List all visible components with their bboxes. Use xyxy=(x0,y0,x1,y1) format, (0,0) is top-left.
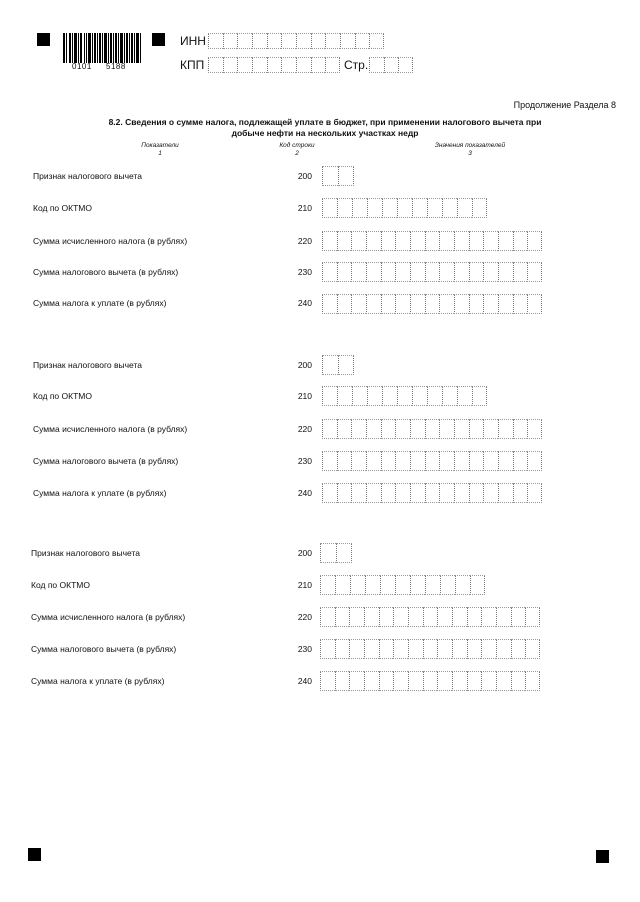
char-cell[interactable] xyxy=(351,262,366,282)
char-cell[interactable] xyxy=(511,639,526,659)
corner-marker-top-left xyxy=(37,33,50,46)
column-header-indicators-title: Показатели xyxy=(141,142,179,149)
char-cell[interactable] xyxy=(393,671,408,691)
char-cell[interactable] xyxy=(355,33,370,49)
char-cell[interactable] xyxy=(527,294,542,314)
char-cell[interactable] xyxy=(410,419,425,439)
row-label: Код по ОКТМО xyxy=(31,580,90,590)
char-cell[interactable] xyxy=(366,483,381,503)
column-header-values xyxy=(410,142,530,158)
char-cell[interactable] xyxy=(498,483,513,503)
char-cell[interactable] xyxy=(513,294,528,314)
char-cell[interactable] xyxy=(437,671,452,691)
char-cell[interactable] xyxy=(369,57,384,73)
char-cell[interactable] xyxy=(442,386,457,406)
char-cell[interactable] xyxy=(349,639,364,659)
char-cell[interactable] xyxy=(311,57,326,73)
char-cell[interactable] xyxy=(335,607,350,627)
calculated-tax-field[interactable] xyxy=(320,607,540,627)
char-cell[interactable] xyxy=(322,262,337,282)
char-cell[interactable] xyxy=(364,671,379,691)
char-cell[interactable] xyxy=(525,607,540,627)
char-cell[interactable] xyxy=(454,483,469,503)
char-cell[interactable] xyxy=(395,262,410,282)
row-code: 210 xyxy=(297,391,312,401)
char-cell[interactable] xyxy=(439,262,454,282)
char-cell[interactable] xyxy=(208,57,223,73)
row-label: Сумма исчисленного налога (в рублях) xyxy=(33,236,188,246)
char-cell[interactable] xyxy=(397,386,412,406)
char-cell[interactable] xyxy=(439,231,454,251)
char-cell[interactable] xyxy=(481,607,496,627)
char-cell[interactable] xyxy=(527,419,542,439)
row-code: 230 xyxy=(297,644,312,654)
char-cell[interactable] xyxy=(364,607,379,627)
char-cell[interactable] xyxy=(351,419,366,439)
char-cell[interactable] xyxy=(452,607,467,627)
deduction-flag-field[interactable] xyxy=(322,355,354,375)
column-header-values-title: Значения показателей xyxy=(434,142,506,149)
char-cell[interactable] xyxy=(467,639,482,659)
char-cell[interactable] xyxy=(322,231,337,251)
char-cell[interactable] xyxy=(336,543,352,563)
char-cell[interactable] xyxy=(367,386,382,406)
inn-field[interactable] xyxy=(208,33,384,49)
char-cell[interactable] xyxy=(439,294,454,314)
char-cell[interactable] xyxy=(457,386,472,406)
char-cell[interactable] xyxy=(382,386,397,406)
char-cell[interactable] xyxy=(481,639,496,659)
char-cell[interactable] xyxy=(379,671,394,691)
row-label: Сумма налогового вычета (в рублях) xyxy=(33,456,179,466)
char-cell[interactable] xyxy=(320,671,335,691)
char-cell[interactable] xyxy=(381,483,396,503)
char-cell[interactable] xyxy=(427,386,442,406)
char-cell[interactable] xyxy=(410,575,425,595)
char-cell[interactable] xyxy=(393,639,408,659)
char-cell[interactable] xyxy=(237,57,252,73)
row-code: 200 xyxy=(297,548,312,558)
char-cell[interactable] xyxy=(439,419,454,439)
char-cell[interactable] xyxy=(380,575,395,595)
row-label: Сумма налога к уплате (в рублях) xyxy=(33,488,167,498)
char-cell[interactable] xyxy=(379,639,394,659)
char-cell[interactable] xyxy=(483,419,498,439)
char-cell[interactable] xyxy=(410,262,425,282)
char-cell[interactable] xyxy=(439,483,454,503)
char-cell[interactable] xyxy=(410,231,425,251)
char-cell[interactable] xyxy=(322,386,337,406)
char-cell[interactable] xyxy=(408,607,423,627)
row-label: Сумма налога к уплате (в рублях) xyxy=(33,298,167,308)
char-cell[interactable] xyxy=(425,451,440,471)
char-cell[interactable] xyxy=(412,386,427,406)
char-cell[interactable] xyxy=(349,671,364,691)
char-cell[interactable] xyxy=(412,198,427,218)
char-cell[interactable] xyxy=(237,33,252,49)
char-cell[interactable] xyxy=(296,33,311,49)
char-cell[interactable] xyxy=(425,231,440,251)
char-cell[interactable] xyxy=(352,198,367,218)
oktmo-field[interactable] xyxy=(320,575,485,595)
row-code: 200 xyxy=(297,360,312,370)
char-cell[interactable] xyxy=(410,294,425,314)
char-cell[interactable] xyxy=(408,671,423,691)
char-cell[interactable] xyxy=(381,294,396,314)
row-code: 230 xyxy=(297,456,312,466)
char-cell[interactable] xyxy=(398,57,413,73)
char-cell[interactable] xyxy=(364,639,379,659)
char-cell[interactable] xyxy=(351,483,366,503)
row-code: 230 xyxy=(297,267,312,277)
inn-label: ИНН xyxy=(180,34,206,48)
tax-payable-field[interactable] xyxy=(322,294,542,314)
corner-marker-bottom-left xyxy=(28,848,41,861)
char-cell[interactable] xyxy=(252,33,267,49)
char-cell[interactable] xyxy=(252,57,267,73)
char-cell[interactable] xyxy=(384,57,399,73)
char-cell[interactable] xyxy=(469,231,484,251)
char-cell[interactable] xyxy=(296,57,311,73)
char-cell[interactable] xyxy=(425,262,440,282)
deduction-flag-field[interactable] xyxy=(322,166,354,186)
section-title xyxy=(80,117,570,139)
char-cell[interactable] xyxy=(381,451,396,471)
char-cell[interactable] xyxy=(335,639,350,659)
char-cell[interactable] xyxy=(455,575,470,595)
char-cell[interactable] xyxy=(337,419,352,439)
char-cell[interactable] xyxy=(382,198,397,218)
char-cell[interactable] xyxy=(395,575,410,595)
char-cell[interactable] xyxy=(452,671,467,691)
char-cell[interactable] xyxy=(469,294,484,314)
char-cell[interactable] xyxy=(397,198,412,218)
page-number-label: Стр. xyxy=(344,58,369,72)
char-cell[interactable] xyxy=(498,231,513,251)
char-cell[interactable] xyxy=(351,451,366,471)
char-cell[interactable] xyxy=(472,198,487,218)
kpp-field[interactable] xyxy=(208,57,340,73)
char-cell[interactable] xyxy=(395,231,410,251)
deduction-flag-field[interactable] xyxy=(320,543,352,563)
calculated-tax-field[interactable] xyxy=(322,231,542,251)
char-cell[interactable] xyxy=(425,294,440,314)
column-header-indicators-number: 1 xyxy=(158,150,162,157)
row-code: 200 xyxy=(297,171,312,181)
char-cell[interactable] xyxy=(369,33,384,49)
row-label: Сумма налога к уплате (в рублях) xyxy=(31,676,165,686)
char-cell[interactable] xyxy=(322,483,337,503)
char-cell[interactable] xyxy=(498,419,513,439)
char-cell[interactable] xyxy=(513,262,528,282)
char-cell[interactable] xyxy=(511,607,526,627)
char-cell[interactable] xyxy=(483,262,498,282)
char-cell[interactable] xyxy=(457,198,472,218)
char-cell[interactable] xyxy=(352,386,367,406)
char-cell[interactable] xyxy=(223,33,238,49)
row-label: Признак налогового вычета xyxy=(33,171,143,181)
char-cell[interactable] xyxy=(527,231,542,251)
char-cell[interactable] xyxy=(498,262,513,282)
char-cell[interactable] xyxy=(322,166,338,186)
char-cell[interactable] xyxy=(366,231,381,251)
column-header-indicators xyxy=(110,142,210,158)
char-cell[interactable] xyxy=(483,294,498,314)
char-cell[interactable] xyxy=(335,575,350,595)
char-cell[interactable] xyxy=(425,483,440,503)
row-label: Сумма исчисленного налога (в рублях) xyxy=(33,424,188,434)
char-cell[interactable] xyxy=(442,198,457,218)
char-cell[interactable] xyxy=(454,231,469,251)
char-cell[interactable] xyxy=(322,451,337,471)
char-cell[interactable] xyxy=(513,419,528,439)
char-cell[interactable] xyxy=(527,451,542,471)
char-cell[interactable] xyxy=(366,262,381,282)
char-cell[interactable] xyxy=(337,483,352,503)
section-title-line-1: 8.2. Сведения о сумме налога, подлежащей уплате в бюджет, при применении налогового вычета при xyxy=(108,117,542,127)
char-cell[interactable] xyxy=(423,639,438,659)
char-cell[interactable] xyxy=(525,639,540,659)
char-cell[interactable] xyxy=(320,543,336,563)
tax-deduction-field[interactable] xyxy=(320,639,540,659)
corner-marker-bottom-right xyxy=(596,850,609,863)
char-cell[interactable] xyxy=(483,483,498,503)
row-code: 220 xyxy=(297,236,312,246)
char-cell[interactable] xyxy=(525,671,540,691)
char-cell[interactable] xyxy=(440,575,455,595)
char-cell[interactable] xyxy=(498,451,513,471)
char-cell[interactable] xyxy=(340,33,355,49)
char-cell[interactable] xyxy=(452,639,467,659)
char-cell[interactable] xyxy=(437,639,452,659)
char-cell[interactable] xyxy=(425,575,440,595)
char-cell[interactable] xyxy=(469,419,484,439)
char-cell[interactable] xyxy=(311,33,326,49)
char-cell[interactable] xyxy=(483,451,498,471)
corner-marker-top-right xyxy=(152,33,165,46)
kpp-label: КПП xyxy=(180,58,205,72)
char-cell[interactable] xyxy=(366,294,381,314)
char-cell[interactable] xyxy=(367,198,382,218)
char-cell[interactable] xyxy=(320,607,335,627)
calculated-tax-field[interactable] xyxy=(322,419,542,439)
char-cell[interactable] xyxy=(498,294,513,314)
char-cell[interactable] xyxy=(320,639,335,659)
char-cell[interactable] xyxy=(454,294,469,314)
char-cell[interactable] xyxy=(320,575,335,595)
row-code: 220 xyxy=(297,612,312,622)
char-cell[interactable] xyxy=(335,671,350,691)
char-cell[interactable] xyxy=(454,419,469,439)
row-label: Сумма налогового вычета (в рублях) xyxy=(31,644,177,654)
barcode xyxy=(63,33,141,63)
char-cell[interactable] xyxy=(393,607,408,627)
char-cell[interactable] xyxy=(379,607,394,627)
char-cell[interactable] xyxy=(337,294,352,314)
char-cell[interactable] xyxy=(267,33,282,49)
char-cell[interactable] xyxy=(322,294,337,314)
barcode-number-left: 0101 xyxy=(72,62,92,71)
char-cell[interactable] xyxy=(208,33,223,49)
char-cell[interactable] xyxy=(281,33,296,49)
barcode-number-right: 5188 xyxy=(106,62,126,71)
char-cell[interactable] xyxy=(337,231,352,251)
row-code: 220 xyxy=(297,424,312,434)
char-cell[interactable] xyxy=(351,231,366,251)
char-cell[interactable] xyxy=(322,419,337,439)
char-cell[interactable] xyxy=(469,451,484,471)
char-cell[interactable] xyxy=(281,57,296,73)
char-cell[interactable] xyxy=(467,671,482,691)
char-cell[interactable] xyxy=(337,262,352,282)
row-code: 240 xyxy=(297,488,312,498)
char-cell[interactable] xyxy=(427,198,442,218)
section-title-line-2: добыче нефти на нескольких участках недр xyxy=(231,128,419,138)
char-cell[interactable] xyxy=(395,294,410,314)
char-cell[interactable] xyxy=(439,451,454,471)
char-cell[interactable] xyxy=(527,262,542,282)
char-cell[interactable] xyxy=(472,386,487,406)
char-cell[interactable] xyxy=(437,607,452,627)
oktmo-field[interactable] xyxy=(322,386,487,406)
char-cell[interactable] xyxy=(337,386,352,406)
row-label: Код по ОКТМО xyxy=(33,203,92,213)
section-continuation: Продолжение Раздела 8 xyxy=(513,100,616,110)
char-cell[interactable] xyxy=(381,262,396,282)
char-cell[interactable] xyxy=(469,483,484,503)
char-cell[interactable] xyxy=(349,607,364,627)
char-cell[interactable] xyxy=(483,231,498,251)
char-cell[interactable] xyxy=(425,419,440,439)
char-cell[interactable] xyxy=(467,607,482,627)
char-cell[interactable] xyxy=(337,451,352,471)
char-cell[interactable] xyxy=(423,607,438,627)
char-cell[interactable] xyxy=(496,671,511,691)
char-cell[interactable] xyxy=(410,483,425,503)
char-cell[interactable] xyxy=(337,198,352,218)
char-cell[interactable] xyxy=(410,451,425,471)
char-cell[interactable] xyxy=(395,451,410,471)
char-cell[interactable] xyxy=(408,639,423,659)
char-cell[interactable] xyxy=(350,575,365,595)
oktmo-field[interactable] xyxy=(322,198,487,218)
char-cell[interactable] xyxy=(470,575,485,595)
char-cell[interactable] xyxy=(527,483,542,503)
char-cell[interactable] xyxy=(511,671,526,691)
row-label: Сумма исчисленного налога (в рублях) xyxy=(31,612,186,622)
char-cell[interactable] xyxy=(381,231,396,251)
row-label: Признак налогового вычета xyxy=(33,360,143,370)
column-header-values-number: 3 xyxy=(468,150,472,157)
tax-payable-field[interactable] xyxy=(322,483,542,503)
page-number-field[interactable] xyxy=(369,57,413,73)
char-cell[interactable] xyxy=(267,57,282,73)
tax-payable-field[interactable] xyxy=(320,671,540,691)
tax-deduction-field[interactable] xyxy=(322,262,542,282)
char-cell[interactable] xyxy=(395,483,410,503)
char-cell[interactable] xyxy=(454,262,469,282)
char-cell[interactable] xyxy=(513,231,528,251)
char-cell[interactable] xyxy=(381,419,396,439)
char-cell[interactable] xyxy=(395,419,410,439)
char-cell[interactable] xyxy=(481,671,496,691)
char-cell[interactable] xyxy=(454,451,469,471)
char-cell[interactable] xyxy=(496,639,511,659)
char-cell[interactable] xyxy=(423,671,438,691)
char-cell[interactable] xyxy=(351,294,366,314)
row-code: 240 xyxy=(297,298,312,308)
row-code: 210 xyxy=(297,580,312,590)
column-header-line-code xyxy=(262,142,332,158)
column-header-line-code-title: Код строки xyxy=(279,142,315,149)
row-label: Код по ОКТМО xyxy=(33,391,92,401)
char-cell[interactable] xyxy=(223,57,238,73)
char-cell[interactable] xyxy=(365,575,380,595)
row-label: Сумма налогового вычета (в рублях) xyxy=(33,267,179,277)
char-cell[interactable] xyxy=(469,262,484,282)
char-cell[interactable] xyxy=(338,166,354,186)
char-cell[interactable] xyxy=(322,355,338,375)
char-cell[interactable] xyxy=(325,33,340,49)
row-code: 240 xyxy=(297,676,312,686)
row-code: 210 xyxy=(297,203,312,213)
char-cell[interactable] xyxy=(322,198,337,218)
char-cell[interactable] xyxy=(496,607,511,627)
column-header-line-code-number: 2 xyxy=(295,150,299,157)
char-cell[interactable] xyxy=(513,483,528,503)
char-cell[interactable] xyxy=(366,419,381,439)
char-cell[interactable] xyxy=(366,451,381,471)
row-label: Признак налогового вычета xyxy=(31,548,141,558)
char-cell[interactable] xyxy=(513,451,528,471)
char-cell[interactable] xyxy=(338,355,354,375)
tax-deduction-field[interactable] xyxy=(322,451,542,471)
char-cell[interactable] xyxy=(325,57,340,73)
